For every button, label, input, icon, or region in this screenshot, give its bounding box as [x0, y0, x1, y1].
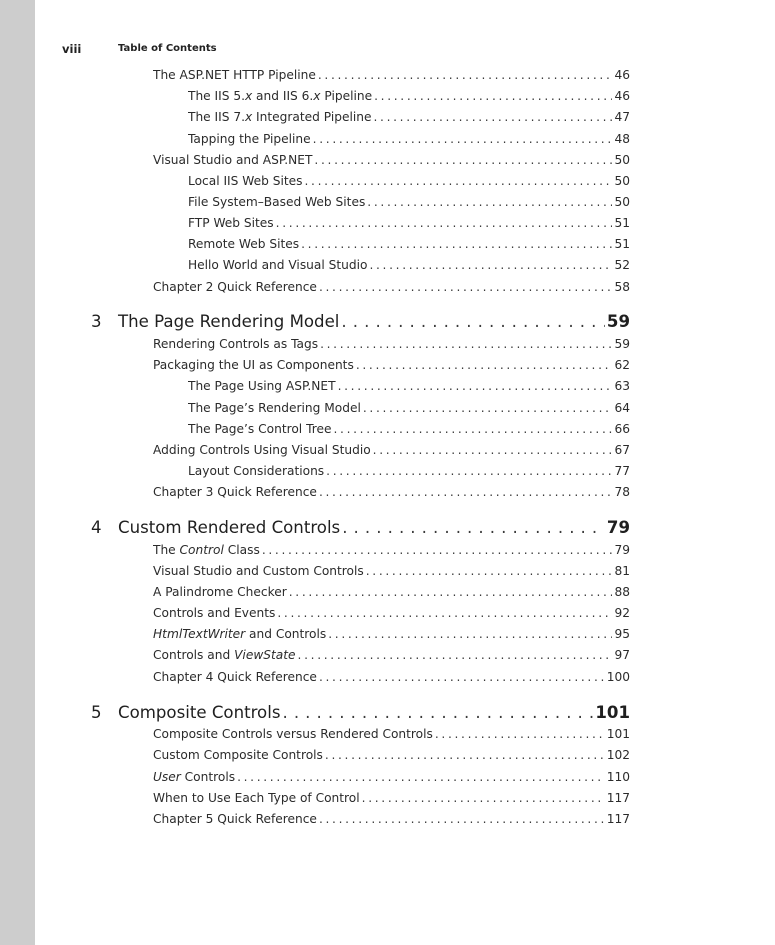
toc-entry-title: The Page’s Control Tree — [188, 422, 332, 436]
toc-leader-dots — [289, 585, 613, 599]
toc-entry-title: User Controls — [153, 770, 236, 784]
toc-entry-title: Chapter 4 Quick Reference — [153, 670, 317, 684]
toc-page-number: 58 — [614, 280, 630, 294]
toc-entry[interactable] — [153, 358, 630, 372]
toc-page-number: 101 — [606, 727, 630, 741]
toc-entry[interactable] — [153, 585, 630, 599]
toc-page-number: 48 — [614, 132, 630, 146]
toc-entry-title: Tapping the Pipeline — [188, 132, 311, 146]
toc-page-number: 117 — [606, 812, 630, 826]
toc-leader-dots — [328, 627, 612, 641]
toc-page-number: 66 — [614, 422, 630, 436]
toc-page-number: 50 — [614, 174, 630, 188]
toc-entry[interactable] — [153, 648, 630, 662]
toc-leader-dots — [325, 748, 605, 762]
toc-leader-dots — [356, 358, 613, 372]
chapter-number: 3 — [91, 312, 102, 331]
toc-page-number: 51 — [614, 237, 630, 251]
toc-entry[interactable] — [153, 337, 630, 351]
toc-leader-dots — [435, 727, 605, 741]
toc-page-number: 100 — [606, 670, 630, 684]
toc-leader-dots — [318, 68, 613, 82]
toc-entry-title: Adding Controls Using Visual Studio — [153, 443, 371, 457]
toc-entry-title: The Page Using ASP.NET — [188, 379, 336, 393]
toc-page-number: 110 — [606, 770, 630, 784]
toc-leader-dots — [338, 379, 613, 393]
toc-entry-title: Visual Studio and Custom Controls — [153, 564, 364, 578]
toc-page-number: 59 — [606, 312, 630, 331]
toc-leader-dots — [319, 670, 605, 684]
toc-entry[interactable] — [188, 174, 630, 188]
toc-page-number: 88 — [614, 585, 630, 599]
toc-page-number: 46 — [614, 68, 630, 82]
page-margin-bar — [0, 0, 35, 945]
toc-leader-dots — [301, 237, 612, 251]
toc-entry-title: Chapter 3 Quick Reference — [153, 485, 317, 499]
toc-entry[interactable] — [153, 748, 630, 762]
toc-page-number: 92 — [614, 606, 630, 620]
toc-entry-title: Remote Web Sites — [188, 237, 300, 251]
toc-entry[interactable] — [153, 564, 630, 578]
toc-chapter-entry[interactable] — [91, 518, 630, 537]
toc-entry-title: Custom Composite Controls — [153, 748, 323, 762]
toc-leader-dots — [298, 648, 613, 662]
toc-page-number: 50 — [614, 195, 630, 209]
toc-leader-dots — [313, 132, 613, 146]
toc-page-number: 81 — [614, 564, 630, 578]
toc-entry[interactable] — [153, 670, 630, 684]
toc-entry-title: Chapter 5 Quick Reference — [153, 812, 317, 826]
toc-entry-title: Layout Considerations — [188, 464, 325, 478]
running-head — [62, 42, 630, 56]
toc-entry[interactable] — [188, 422, 630, 436]
toc-page-number: 47 — [614, 110, 630, 124]
toc-page-number: 78 — [614, 485, 630, 499]
toc-page-number: 51 — [614, 216, 630, 230]
toc-entry-title: Hello World and Visual Studio — [188, 258, 368, 272]
toc-entry[interactable] — [188, 401, 630, 415]
toc-page-number: 102 — [606, 748, 630, 762]
toc-entry[interactable] — [188, 216, 630, 230]
toc-entry[interactable] — [153, 812, 630, 826]
toc-page-number: 77 — [614, 464, 630, 478]
toc-leader-dots — [374, 89, 612, 103]
toc-entry-title: A Palindrome Checker — [153, 585, 287, 599]
toc-page-number: 101 — [595, 703, 630, 722]
toc-entry[interactable] — [153, 485, 630, 499]
toc-entry[interactable] — [153, 443, 630, 457]
toc-page-number: 67 — [614, 443, 630, 457]
toc-entry[interactable] — [153, 770, 630, 784]
toc-entry[interactable] — [188, 195, 630, 209]
toc-entry-title: Rendering Controls as Tags — [153, 337, 319, 351]
toc-entry[interactable] — [153, 68, 630, 82]
toc-entry[interactable] — [188, 237, 630, 251]
toc-entry-title: Local IIS Web Sites — [188, 174, 303, 188]
toc-leader-dots — [333, 422, 612, 436]
toc-leader-dots — [363, 401, 613, 415]
toc-leader-dots — [373, 443, 613, 457]
toc-leader-dots — [367, 195, 612, 209]
toc-entry-title: File System–Based Web Sites — [188, 195, 366, 209]
toc-entry-title: FTP Web Sites — [188, 216, 274, 230]
toc-entry-title: The ASP.NET HTTP Pipeline — [153, 68, 316, 82]
toc-page-number: 62 — [614, 358, 630, 372]
toc-chapter-entry[interactable] — [91, 312, 630, 331]
toc-chapter-entry[interactable] — [91, 703, 630, 722]
toc-page-number: 46 — [614, 89, 630, 103]
toc-entry[interactable] — [188, 379, 630, 393]
toc-leader-dots — [276, 216, 613, 230]
toc-leader-dots — [237, 770, 605, 784]
toc-leader-dots — [319, 485, 613, 499]
toc-leader-dots — [319, 812, 605, 826]
toc-entry-title: 3 The Page Rendering Model — [91, 312, 340, 331]
toc-leader-dots — [277, 606, 612, 620]
toc-entry-title: Controls and ViewState — [153, 648, 296, 662]
toc-entry-title: Packaging the UI as Components — [153, 358, 354, 372]
toc-leader-dots — [314, 153, 612, 167]
toc-page-number: 64 — [614, 401, 630, 415]
toc-leader-dots — [342, 518, 605, 537]
chapter-number: 4 — [91, 518, 102, 537]
toc-entry-title: 5 Composite Controls — [91, 703, 281, 722]
toc-page-number: 50 — [614, 153, 630, 167]
toc-entry[interactable] — [153, 791, 630, 805]
toc-entry-title: The IIS 7.x Integrated Pipeline — [188, 110, 372, 124]
running-head-title: Table of Contents — [118, 43, 217, 54]
toc-entry[interactable] — [153, 543, 630, 557]
page-number: viii — [62, 42, 82, 56]
toc-leader-dots — [304, 174, 612, 188]
toc-page-number: 79 — [614, 543, 630, 557]
toc-page-number: 63 — [614, 379, 630, 393]
toc-entry[interactable] — [153, 606, 630, 620]
toc-leader-dots — [373, 110, 612, 124]
toc-entry-title: The Control Class — [153, 543, 260, 557]
toc-entry-title: The Page’s Rendering Model — [188, 401, 361, 415]
toc-page-number: 117 — [606, 791, 630, 805]
toc-leader-dots — [320, 337, 612, 351]
toc-entry-title: Visual Studio and ASP.NET — [153, 153, 313, 167]
toc-entry-title: Composite Controls versus Rendered Controls — [153, 727, 433, 741]
toc-entry[interactable] — [188, 132, 630, 146]
toc-entry[interactable] — [188, 110, 630, 124]
toc-leader-dots — [369, 258, 612, 272]
toc-entry[interactable] — [153, 627, 630, 641]
toc-leader-dots — [326, 464, 612, 478]
toc-page-number: 97 — [614, 648, 630, 662]
toc-entry[interactable] — [188, 464, 630, 478]
toc-entry-title: The IIS 5.x and IIS 6.x Pipeline — [188, 89, 373, 103]
toc-entry-title: HtmlTextWriter and Controls — [153, 627, 327, 641]
toc-leader-dots — [262, 543, 613, 557]
toc-page-number: 52 — [614, 258, 630, 272]
toc-leader-dots — [319, 280, 613, 294]
chapter-number: 5 — [91, 703, 102, 722]
toc-page-number: 79 — [606, 518, 630, 537]
toc-entry[interactable] — [153, 727, 630, 741]
toc-leader-dots — [362, 791, 605, 805]
toc-entry[interactable] — [153, 153, 630, 167]
toc-entry[interactable] — [153, 280, 630, 294]
toc-entry[interactable] — [188, 258, 630, 272]
toc-page-number: 95 — [614, 627, 630, 641]
toc-leader-dots — [341, 312, 604, 331]
toc-entry-title: 4 Custom Rendered Controls — [91, 518, 341, 537]
toc-entry-title: Controls and Events — [153, 606, 276, 620]
toc-entry-title: When to Use Each Type of Control — [153, 791, 360, 805]
toc-entry-title: Chapter 2 Quick Reference — [153, 280, 317, 294]
toc-leader-dots — [282, 703, 593, 722]
toc-leader-dots — [366, 564, 613, 578]
toc-entry[interactable] — [188, 89, 630, 103]
toc-page-number: 59 — [614, 337, 630, 351]
